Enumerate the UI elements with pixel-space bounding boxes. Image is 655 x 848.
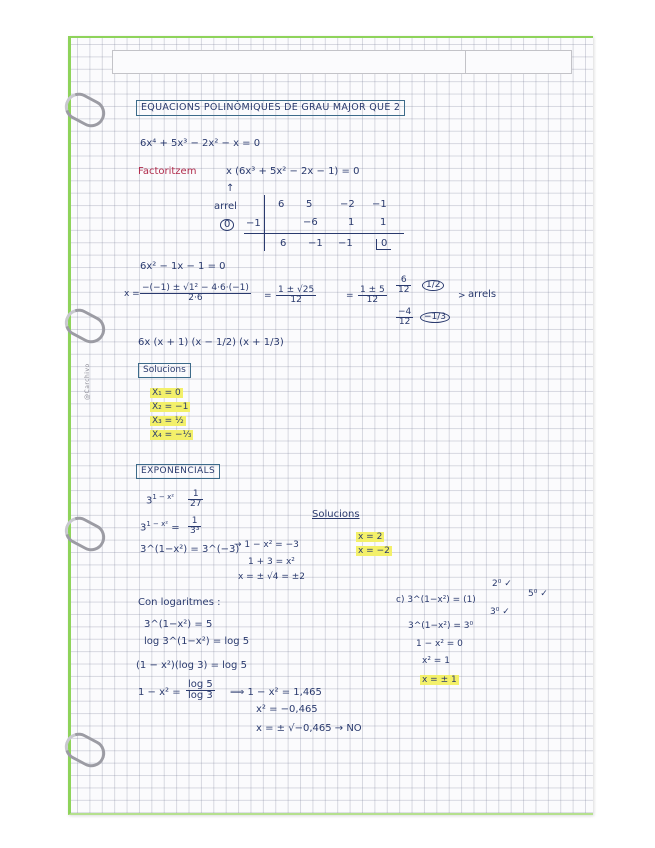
- exp-step-c: x = ± √4 = ±2: [238, 572, 305, 582]
- root-a-numerator: 6: [396, 276, 411, 286]
- case-c-equation: c) 3^(1−x²) = (1): [396, 595, 476, 605]
- log-step-3: (1 − x²)(log 3) = log 5: [136, 660, 247, 671]
- case-c-branch: 3⁰ ✓: [490, 607, 510, 617]
- exp-solution: x = 2: [358, 532, 383, 542]
- root-label: arrel: [214, 201, 237, 212]
- factor-expression: x (6x³ + 5x² − 2x − 1) = 0: [226, 166, 360, 177]
- log-step-4-den: log 3: [188, 690, 213, 701]
- case-c-step: 1 − x² = 0: [416, 639, 463, 649]
- section-title: EQUACIONS POLINÒMIQUES DE GRAU MAJOR QUE 2: [136, 100, 405, 116]
- factor-label: Factoritzem: [138, 166, 197, 177]
- root-a-denominator: 12: [398, 285, 410, 295]
- ruffini-cell: 6: [278, 199, 285, 210]
- ruffini-cell: 1: [348, 217, 355, 228]
- log-step-5: x² = −0,465: [256, 704, 318, 715]
- section-title: EXPONENCIALS: [136, 464, 220, 479]
- exp-base: 3: [140, 522, 147, 534]
- log-label: Con logaritmes :: [138, 597, 221, 608]
- arrow-up: ↑: [226, 183, 235, 194]
- factored-form: 6x (x + 1) (x − 1/2) (x + 1/3): [138, 337, 284, 348]
- log-step-6: x = ± √−0,465 → NO: [256, 723, 362, 734]
- exp-step-a: → 1 − x² = −3: [234, 540, 299, 550]
- exp-exponent: 1 − x²: [146, 520, 169, 528]
- case-c-step: x² = 1: [422, 656, 450, 666]
- root-a-simplified: 1/2: [422, 280, 444, 291]
- formula-numerator: −(−1) ± √1² − 4·6·(−1): [142, 283, 249, 293]
- solution-item: X₃ = ½: [152, 416, 184, 426]
- notebook-page: [68, 36, 593, 815]
- solution-item: X₄ = −⅓: [152, 430, 192, 440]
- root-b-simplified: −1/3: [420, 312, 450, 323]
- ruffini-cell: 1: [380, 217, 387, 228]
- exp2-rhs-den: 3³: [190, 526, 200, 536]
- exp-rhs-num: 1: [188, 490, 203, 500]
- ruffini-cell: −2: [340, 199, 355, 210]
- main-equation: 6x⁴ + 5x³ − 2x² − x = 0: [140, 138, 261, 149]
- ruffini-cell: −6: [303, 217, 318, 228]
- brand-mark: @Carchivo: [84, 363, 91, 400]
- log-step-1: 3^(1−x²) = 5: [144, 619, 213, 630]
- case-c-step: 3^(1−x²) = 3⁰: [408, 621, 474, 631]
- case-c-result: x = ± 1: [422, 675, 457, 685]
- roots-label: arrels: [468, 289, 497, 300]
- log-step-4-rhs: ⟹ 1 − x² = 1,465: [230, 687, 322, 698]
- solution-item: X₂ = −1: [152, 402, 189, 412]
- ruffini-horizontal-line: [244, 233, 404, 234]
- ruffini-cell: 6: [280, 238, 287, 249]
- exp-base: 3: [146, 495, 153, 507]
- formula-lhs: x =: [124, 289, 140, 299]
- exp-equation-3: 3^(1−x²) = 3^(−3): [140, 544, 240, 555]
- log-step-2: log 3^(1−x²) = log 5: [144, 636, 250, 647]
- exp-rhs-den: 27: [190, 499, 202, 509]
- ruffini-cell: 5: [306, 199, 313, 210]
- root-b-denominator: 12: [398, 317, 411, 327]
- log-step-4-lhs: 1 − x² =: [138, 687, 181, 698]
- exp-step-b: 1 + 3 = x²: [248, 557, 295, 567]
- case-c-branch: 2⁰ ✓: [492, 579, 512, 589]
- formula-denominator: 2·6: [188, 293, 203, 303]
- exp-solutions-label: Solucions: [312, 509, 360, 520]
- log-step-4-num: log 5: [188, 679, 213, 690]
- ruffini-cell: −1: [308, 238, 323, 249]
- ruffini-divisor: −1: [246, 218, 261, 229]
- page-header-box: [112, 50, 572, 74]
- header-divider: [465, 51, 466, 73]
- step2-numerator: 1 ± √25: [278, 285, 315, 295]
- root-b-numerator: −4: [398, 307, 412, 317]
- ruffini-vertical-line: [264, 195, 265, 251]
- solution-item: X₁ = 0: [152, 388, 181, 398]
- case-c-branch: 5⁰ ✓: [528, 589, 548, 599]
- ruffini-cell: −1: [338, 238, 353, 249]
- solutions-label: Solucions: [138, 363, 191, 378]
- step3-denominator: 12: [366, 295, 379, 305]
- ruffini-remainder: 0: [376, 239, 391, 250]
- step2-denominator: 12: [290, 295, 302, 305]
- exp2-rhs-num: 1: [188, 517, 201, 527]
- step3-numerator: 1 ± 5: [360, 285, 385, 295]
- ruffini-cell: −1: [372, 199, 387, 210]
- exp-exponent: 1 − x²: [152, 493, 175, 501]
- quadratic-equation: 6x² − 1x − 1 = 0: [140, 261, 226, 272]
- root-zero: 0: [220, 219, 234, 231]
- exp-solution: x = −2: [358, 546, 390, 556]
